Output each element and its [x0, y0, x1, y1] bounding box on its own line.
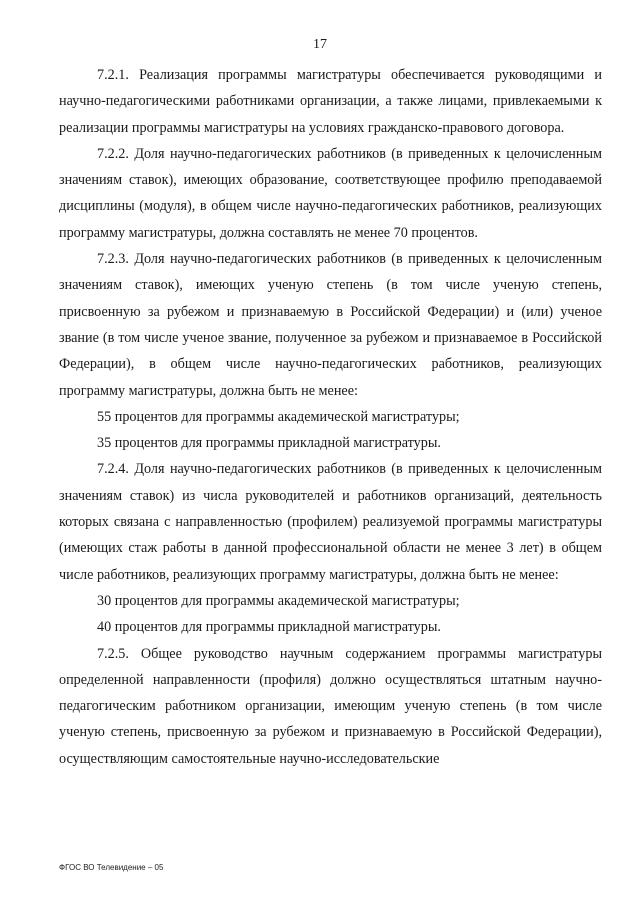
document-body [59, 62, 602, 772]
list-item-academic-55: 55 процентов для программы академической магистратуры; [97, 408, 460, 425]
paragraph-7-2-5: 7.2.5. Общее руководство научным содержанием программы магистратуры определенной направленности (профиля) должно осуществляться штатным научно-педагогическим работником организации, имеющим ученую степень (в том числе ученую степень, присвоенную за рубежом и признаваемую в Российской Федерации), осуществляющим самостоятельные научно-исследовательские [59, 645, 602, 767]
page-number: 17 [313, 37, 327, 52]
list-item-applied-40: 40 процентов для программы прикладной магистратуры. [97, 619, 441, 636]
list-item-applied-35: 35 процентов для программы прикладной магистратуры. [97, 435, 441, 452]
paragraph-7-2-1: 7.2.1. Реализация программы магистратуры обеспечивается руководящими и научно-педагогическими работниками организации, а также лицами, привлекаемыми к реализации программы магистратуры на условиях гражданско-правового договора. [59, 67, 602, 136]
paragraph-7-2-2: 7.2.2. Доля научно-педагогических работников (в приведенных к целочисленным значениям ставок), имеющих образование, соответствующее профилю преподаваемой дисциплины (модуля), в общем числе научно-педагогических работников, реализующих программу магистратуры, должна составлять не менее 70 процентов. [59, 145, 602, 241]
page-footer: ФГОС ВО Телевидение – 05 [59, 863, 164, 872]
paragraph-7-2-3: 7.2.3. Доля научно-педагогических работников (в приведенных к целочисленным значениям ставок), имеющих ученую степень (в том числе ученую степень, присвоенную за рубежом и признаваемую в Российской Федерации) и (или) ученое звание (в том числе ученое звание, полученное за рубежом и признаваемое в Российской Федерации), в общем числе научно-педагогических работников, реализующих программу магистратуры, должна быть не менее: [59, 251, 602, 399]
list-item-academic-30: 30 процентов для программы академической магистратуры; [97, 592, 460, 609]
paragraph-7-2-4: 7.2.4. Доля научно-педагогических работников (в приведенных к целочисленным значениям ставок) из числа руководителей и работников организаций, деятельность которых связана с направленностью (профилем) реализуемой программы магистратуры (имеющих стаж работы в данной профессиональной области не менее 3 лет) в общем числе работников, реализующих программу магистратуры, должна быть не менее: [59, 461, 602, 583]
